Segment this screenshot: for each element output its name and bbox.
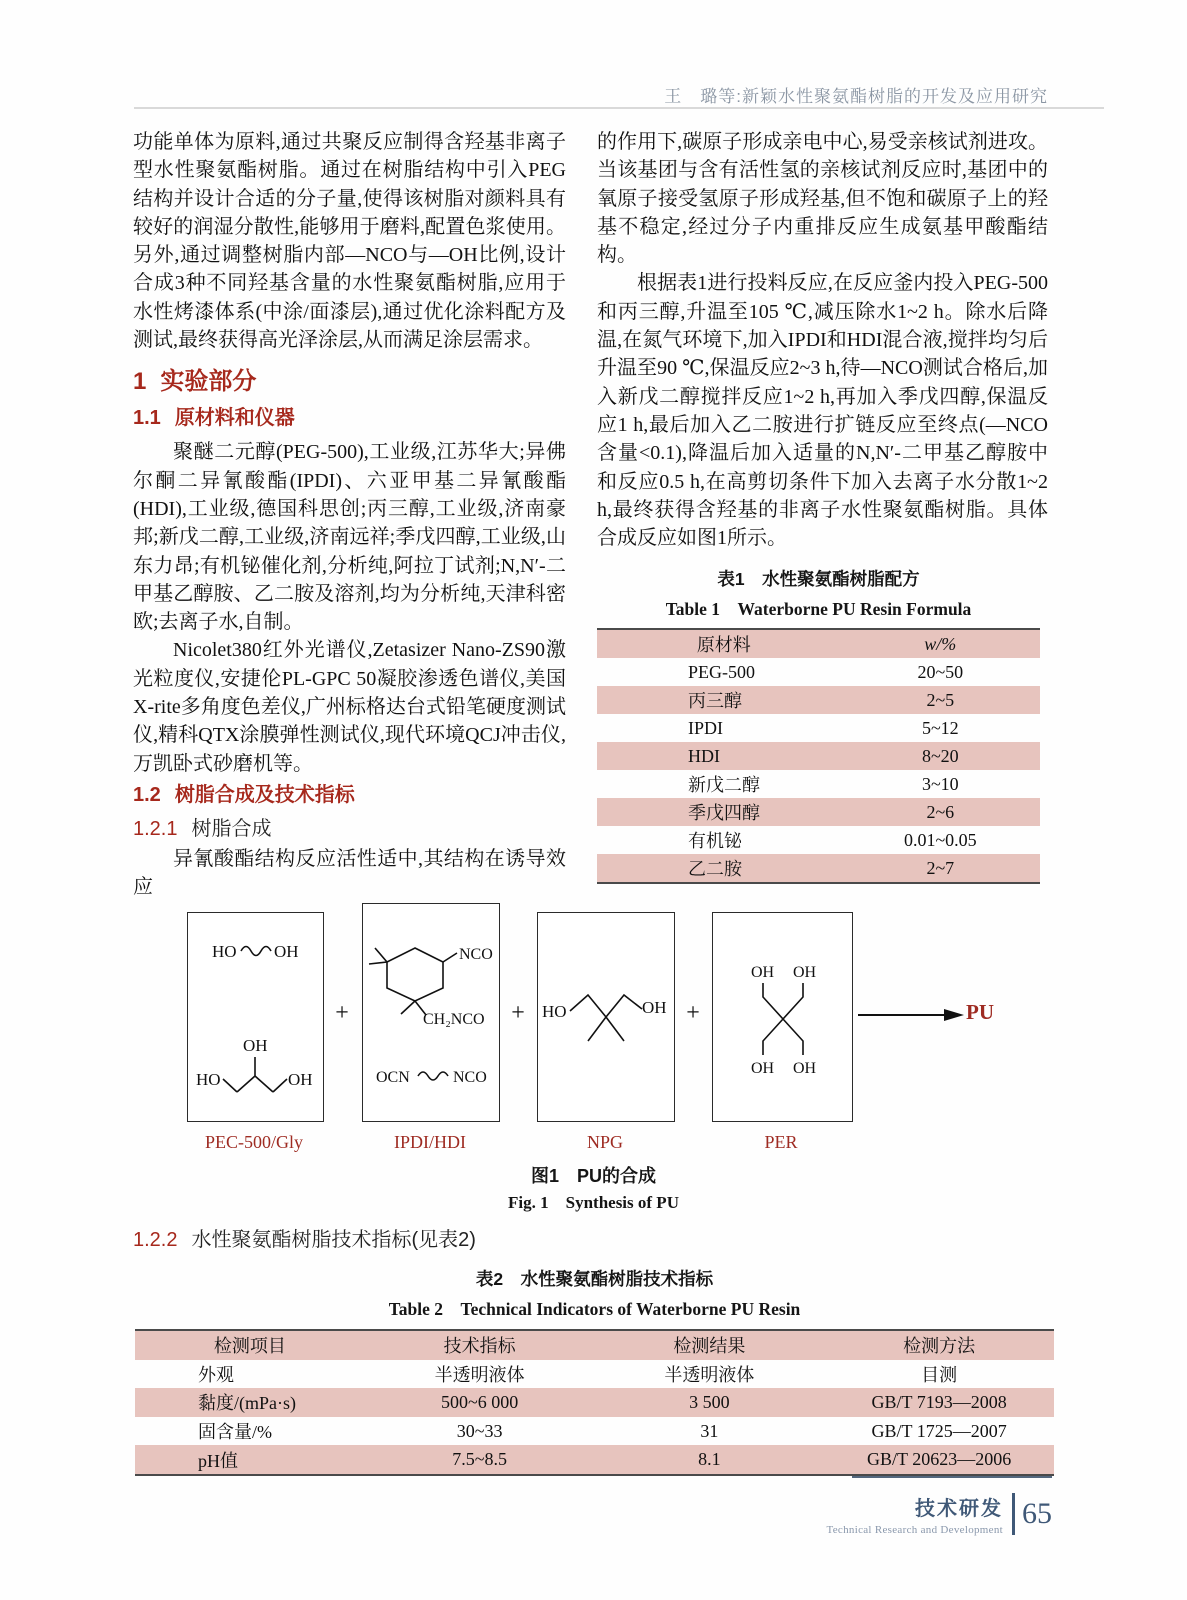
paragraph: 异氰酸酯结构反应活性适中,其结构在诱导效应: [133, 847, 566, 899]
paragraph: 的作用下,碳原子形成亲电中心,易受亲核试剂进攻。当该基团与含有活性氢的亲核试剂反应时,基团中的氧原子接受氢原子形成羟基,但不饱和碳原子上的羟基不稳定,经过分子内重排反应生成氨基甲酸酯结构。: [597, 131, 1048, 267]
footer-rule: [852, 1476, 1052, 1478]
reaction-arrow: [858, 1000, 968, 1030]
table-header-row: [135, 1331, 1054, 1360]
footer-section-cn: 技术研发: [915, 1498, 1003, 1520]
table-row: [597, 826, 1040, 854]
section-title: 实验部分: [160, 368, 257, 396]
paragraph: 聚醚二元醇(PEG-500),工业级,江苏华大;异佛尔酮二异氰酸酯(IPDI)、六亚甲基二异氰酸酯(HDI),工业级,德国科思创;丙三醇,工业级,济南豪邦;新戊二醇,工业级,济南远祥;季戊四醇,工业级,山东力昂;有机铋催化剂,分析纯,阿拉丁试剂;N,N′-二甲基乙醇胺、乙二胺及溶剂,均为分析纯,天津科密欧;去离子水,自制。: [133, 441, 566, 634]
cell: 8.1: [698, 1449, 721, 1470]
right-column: [597, 128, 1048, 552]
footer-divider: [1012, 1493, 1015, 1535]
cell: 外观: [198, 1364, 234, 1385]
cell: 0.01~0.05: [903, 829, 977, 850]
column-header: 检测方法: [903, 1336, 976, 1357]
section-title: 水性聚氨酯树脂技术指标(见表2): [191, 1229, 476, 1251]
table-row: [597, 658, 1040, 686]
svg-text:OH: OH: [751, 1060, 775, 1077]
figure1-box-label: PEC-500/Gly: [204, 1132, 303, 1152]
cell: 有机铋: [688, 831, 742, 851]
cell: 3~10: [921, 773, 959, 794]
figure1-box-pec500: [187, 912, 324, 1122]
svg-text:OH: OH: [274, 942, 299, 961]
ipdi-hdi-structure: [363, 904, 499, 1121]
table2: [135, 1329, 1054, 1476]
table1: [597, 628, 1040, 884]
plus-sign: +: [335, 1000, 349, 1026]
svg-text:HO: HO: [542, 1002, 567, 1021]
table2-block: [135, 1266, 1054, 1476]
cell: 20~50: [917, 661, 964, 682]
figure1-box-npg: [537, 912, 675, 1122]
figure1-box-per: [712, 912, 853, 1122]
svg-text:OH: OH: [793, 1060, 817, 1077]
svg-text:HO: HO: [212, 942, 237, 961]
svg-text:OH: OH: [751, 964, 775, 981]
figure1-caption-cn: 图1 PU的合成: [530, 1166, 656, 1186]
cell: 2~5: [926, 689, 955, 710]
paragraph: 功能单体为原料,通过共聚反应制得含羟基非离子型水性聚氨酯树脂。通过在树脂结构中引入PEG结构并设计合适的分子量,使得该树脂对颜料具有较好的润湿分散性,能够用于磨料,配置色浆使用。另外,通过调整树脂内部—NCO与—OH比例,设计合成3种不同羟基含量的水性聚氨酯树脂,应用于水性烤漆体系(中涂/面漆层),通过优化涂料配方及测试,最终获得高光泽涂层,从而满足涂层需求。: [133, 131, 566, 352]
cell: 8~20: [921, 745, 959, 766]
svg-text:NCO: NCO: [459, 946, 493, 963]
table1-block: [597, 566, 1040, 884]
table-row: [135, 1445, 1054, 1474]
section-title: 树脂合成: [191, 817, 272, 840]
cell: IPDI: [688, 717, 723, 738]
column-header: w/%: [924, 633, 957, 654]
cell: 乙二胺: [688, 859, 742, 879]
figure1-caption-en: Fig. 1 Synthesis of PU: [508, 1193, 679, 1212]
paragraph: Nicolet380红外光谱仪,Zetasizer Nano-ZS90激光粒度仪,安捷伦PL-GPC 50凝胶渗透色谱仪,美国X-rite多角度色差仪,广州标格达台式铅笔硬度测试仪,精科QTX涂膜弹性测试仪,现代环境QCJ冲击仪,万凯卧式砂磨机等。: [133, 639, 566, 775]
footer: [760, 1492, 1052, 1536]
plus-sign: +: [511, 1000, 525, 1026]
table1-caption-cn: 表1 水性聚氨酯树脂配方: [717, 569, 920, 589]
figure1-box-ipdi-hdi: [362, 903, 500, 1122]
table-row: [135, 1360, 1054, 1389]
cell: PEG-500: [688, 661, 755, 682]
footer-section-en: Technical Research and Development: [826, 1524, 1003, 1536]
column-header: 技术指标: [443, 1336, 516, 1357]
section-number: 1.2.1: [133, 817, 178, 840]
section-number: 1.1: [133, 407, 161, 430]
table-row: [597, 742, 1040, 770]
figure1-box-label: IPDI/HDI: [394, 1132, 466, 1152]
cell: 目测: [921, 1364, 958, 1385]
cell: 7.5~8.5: [452, 1449, 507, 1470]
svg-text:HO: HO: [196, 1070, 221, 1089]
svg-text:OH: OH: [793, 964, 817, 981]
cell: pH值: [198, 1450, 238, 1471]
cell: HDI: [688, 745, 720, 766]
cell: GB/T 20623—2006: [867, 1449, 1012, 1470]
per-structure: [713, 913, 852, 1121]
table-row: [597, 798, 1040, 826]
cell: 31: [700, 1420, 719, 1441]
section-number: 1.2: [133, 783, 161, 806]
column-header: 检测结果: [673, 1336, 746, 1357]
cell: 30~33: [456, 1420, 503, 1441]
cell: 半透明液体: [434, 1364, 525, 1385]
figure1-box-label: NPG: [586, 1132, 623, 1152]
cell: 固含量/%: [198, 1422, 272, 1443]
cell: 2~7: [926, 857, 955, 878]
table-row: [135, 1388, 1054, 1417]
svg-text:OH: OH: [288, 1070, 313, 1089]
cell: 500~6 000: [441, 1391, 519, 1412]
section-title: 原材料和仪器: [174, 407, 295, 430]
cell: 季戊四醇: [688, 803, 760, 823]
cell: 2~6: [926, 801, 955, 822]
svg-text:OH: OH: [243, 1036, 268, 1055]
left-column: [133, 128, 566, 902]
table2-caption-en: Table 2 Technical Indicators of Waterborne PU Resin: [388, 1299, 801, 1319]
table-row: [597, 714, 1040, 742]
cell: GB/T 1725—2007: [871, 1420, 1007, 1441]
column-header: 原材料: [696, 635, 751, 655]
table1-caption-en: Table 1 Waterborne PU Resin Formula: [665, 599, 972, 619]
column-header: 检测项目: [213, 1336, 286, 1357]
table-header-row: [597, 630, 1040, 658]
paragraph: 根据表1进行投料反应,在反应釜内投入PEG-500和丙三醇,升温至105 ℃,减压除水1~2 h。除水后降温,在氮气环境下,加入IPDI和HDI混合液,搅拌均匀后升温至90 ℃,保温反应2~3 h,待—NCO测试合格后,加入新戊二醇搅拌反应1~2 h,再加入季戊四醇,保温反应1 h,最后加入乙二胺进行扩链反应至终点(—NCO含量<0.1),降温后加入适量的N,N′-二甲基乙醇胺中和反应0.5 h,在高剪切条件下加入去离子水分散1~2 h,最终获得含羟基的非离子水性聚氨酯树脂。具体合成反应如图1所示。: [597, 272, 1048, 550]
svg-text:OH: OH: [642, 998, 667, 1017]
table2-caption-cn: 表2 水性聚氨酯树脂技术指标: [475, 1269, 714, 1289]
pec500-gly-structure: [188, 913, 323, 1121]
plus-sign: +: [686, 1000, 700, 1026]
cell: 黏度/(mPa·s): [198, 1393, 296, 1414]
running-title: 王 璐等:新颖水性聚氨酯树脂的开发及应用研究: [664, 87, 1048, 106]
table-row: [135, 1417, 1054, 1446]
section-heading-1-1: [133, 406, 566, 431]
cell: 新戊二醇: [688, 775, 760, 795]
npg-structure: [538, 913, 674, 1121]
cell: 5~12: [921, 717, 959, 738]
svg-text:OCN: OCN: [376, 1069, 410, 1086]
cell: 半透明液体: [664, 1364, 755, 1385]
cell: 丙三醇: [688, 691, 742, 711]
section-number: 1.2.2: [133, 1229, 178, 1251]
svg-text:NCO: NCO: [453, 1069, 487, 1086]
product-label: PU: [966, 1000, 994, 1024]
table-row: [597, 686, 1040, 714]
table-row: [597, 854, 1040, 882]
section-heading-1: [133, 367, 566, 397]
footer-page-number: 65: [1022, 1497, 1052, 1530]
section-title: 树脂合成及技术指标: [174, 783, 355, 806]
section-number: 1: [133, 368, 147, 396]
cell: GB/T 7193—2008: [871, 1391, 1007, 1412]
figure1-box-label: PER: [764, 1132, 798, 1152]
section-heading-1-2-2: [133, 1226, 833, 1254]
section-heading-1-2: [133, 783, 566, 808]
svg-text:CH₂NCO: CH₂NCO: [423, 1011, 485, 1028]
table-row: [597, 770, 1040, 798]
cell: 3 500: [689, 1391, 730, 1412]
section-heading-1-2-1: [133, 815, 566, 843]
header-rule: [134, 107, 1104, 109]
